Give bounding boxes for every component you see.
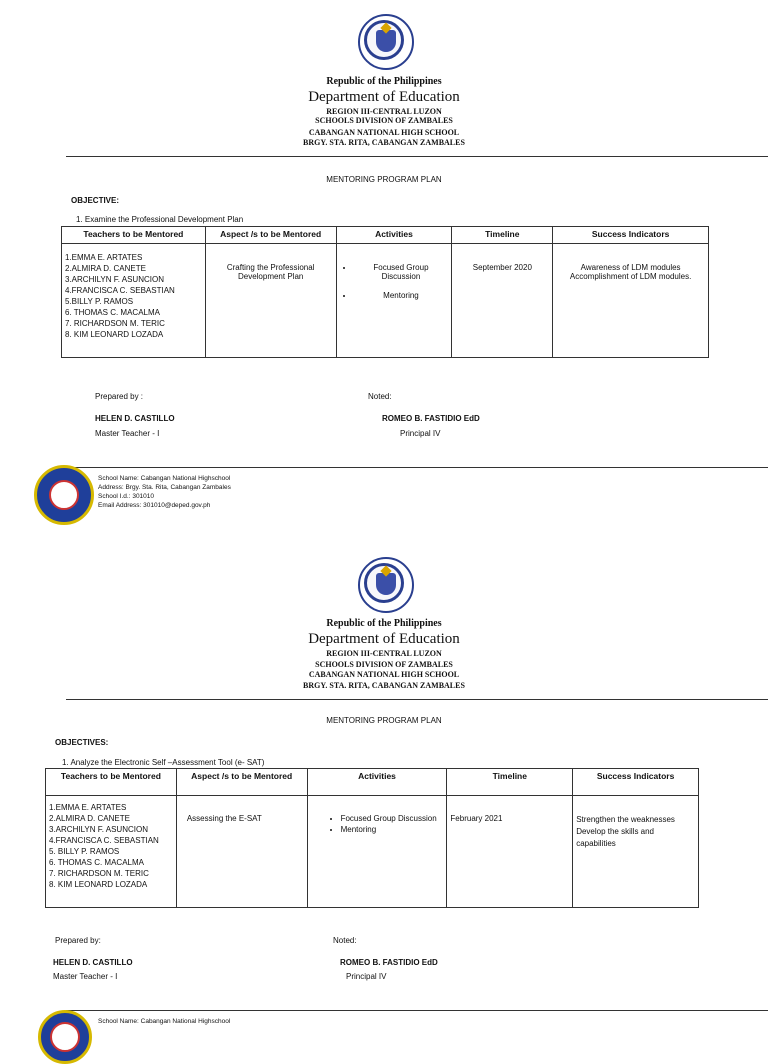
objective-text: 1. Analyze the Electronic Self –Assessment Tool (e- SAT) [62,758,265,767]
activities-cell [336,244,452,358]
teacher-name: 2.ALMIRA D. CANETE [65,264,146,273]
teacher-name: 1.EMMA E. ARTATES [65,253,143,262]
col-success: Success Indicators [573,769,699,796]
teacher-name: 5. BILLY P. RAMOS [49,847,120,856]
teacher-name: 6. THOMAS C. MACALMA [65,308,160,317]
col-timeline: Timeline [447,769,573,796]
timeline-cell: February 2021 [447,796,573,908]
objective-label: OBJECTIVES: [55,738,109,747]
timeline-cell: September 2020 [452,244,553,358]
teacher-name: 2.ALMIRA D. CANETE [49,814,130,823]
noted-label: Noted: [368,392,392,401]
header-divider [66,699,768,700]
school-logo-icon [38,1010,92,1064]
teacher-name: 7. RICHARDSON M. TERIC [49,869,149,878]
prepared-title: Master Teacher - I [53,972,118,981]
success-cell: Strengthen the weaknesses Develop the skills and capabilities [573,796,699,908]
table-header-row [62,227,709,244]
teachers-cell [46,796,177,908]
header-republic: Republic of the Philippines [326,76,442,87]
activity-item: • Focused Group Discussion [354,263,449,281]
teacher-name: 8. KIM LEONARD LOZADA [49,880,148,889]
header-department: Department of Education [308,89,460,105]
header-divider [66,156,768,157]
teacher-name: 3.ARCHILYN F. ASUNCION [65,275,164,284]
teacher-name: 7. RICHARDSON M. TERIC [65,319,165,328]
prepared-name: HELEN D. CASTILLO [95,414,175,423]
footer-email: Email Address: 301010@deped.gov.ph [98,502,211,509]
mentoring-table [45,768,699,908]
noted-name: ROMEO B. FASTIDIO EdD [340,958,438,967]
footer-info [98,474,231,510]
footer-info [98,1017,230,1026]
col-success: Success Indicators [553,227,709,244]
activity-item: • Mentoring [341,825,444,834]
activities-cell [307,796,447,908]
footer-school-name: School Name: Cabangan National Highschool [98,475,231,482]
header-department: Department of Education [308,631,460,647]
header-region: REGION III-CENTRAL LUZON [326,107,442,116]
col-teachers: Teachers to be Mentored [62,227,206,244]
footer-divider [66,1010,768,1011]
mentoring-table [61,226,709,358]
success-cell: Awareness of LDM modules Accomplishment of LDM modules. [553,244,709,358]
footer-divider [66,467,768,468]
col-activities: Activities [336,227,452,244]
col-timeline: Timeline [452,227,553,244]
objective-text: 1. Examine the Professional Development Plan [76,215,244,224]
noted-title: Principal IV [400,429,441,438]
header-region: REGION III-CENTRAL LUZON [326,649,442,658]
col-aspect: Aspect /s to be Mentored [205,227,336,244]
noted-name: ROMEO B. FASTIDIO EdD [382,414,480,423]
header-address: BRGY. STA. RITA, CABANGAN ZAMBALES [303,681,465,690]
footer-school-name: School Name: Cabangan National Highschool [98,1018,231,1025]
prepared-label: Prepared by : [95,392,144,401]
aspect-cell: Crafting the Professional Development Plan [205,244,336,358]
header-division: SCHOOLS DIVISION OF ZAMBALES [315,660,453,669]
plan-title: MENTORING PROGRAM PLAN [326,175,442,184]
table-header-row [46,769,699,796]
plan-title: MENTORING PROGRAM PLAN [326,716,442,725]
header-republic: Republic of the Philippines [326,618,442,629]
teacher-name: 8. KIM LEONARD LOZADA [65,330,164,339]
deped-seal-icon [358,14,414,70]
activity-item: • Mentoring [354,291,449,300]
objective-label: OBJECTIVE: [71,196,120,205]
header-address: BRGY. STA. RITA, CABANGAN ZAMBALES [303,138,465,147]
header-school: CABANGAN NATIONAL HIGH SCHOOL [308,128,460,137]
teacher-name: 4.FRANCISCA C. SEBASTIAN [65,286,175,295]
prepared-title: Master Teacher - I [95,429,160,438]
prepared-name: HELEN D. CASTILLO [53,958,133,967]
teacher-name: 6. THOMAS C. MACALMA [49,858,144,867]
table-row [46,796,699,908]
col-teachers: Teachers to be Mentored [46,769,177,796]
table-row [62,244,709,358]
school-logo-icon [34,465,94,525]
footer-address: Address: Brgy. Sta. Rita, Cabangan Zambales [98,484,231,491]
col-activities: Activities [307,769,447,796]
noted-title: Principal IV [346,972,387,981]
noted-label: Noted: [333,936,357,945]
prepared-label: Prepared by: [55,936,101,945]
deped-seal-icon [358,557,414,613]
activity-item: • Focused Group Discussion [341,814,444,823]
teacher-name: 5.BILLY P. RAMOS [65,297,134,306]
teacher-name: 1.EMMA E. ARTATES [49,803,127,812]
header-division: SCHOOLS DIVISION OF ZAMBALES [315,116,453,125]
header-school: CABANGAN NATIONAL HIGH SCHOOL [308,670,460,679]
teacher-name: 3.ARCHILYN F. ASUNCION [49,825,148,834]
teachers-cell [62,244,206,358]
teacher-name: 4.FRANCISCA C. SEBASTIAN [49,836,159,845]
footer-school-id: School I.d.: 301010 [98,493,155,500]
col-aspect: Aspect /s to be Mentored [176,769,307,796]
aspect-cell: Assessing the E-SAT [176,796,307,908]
